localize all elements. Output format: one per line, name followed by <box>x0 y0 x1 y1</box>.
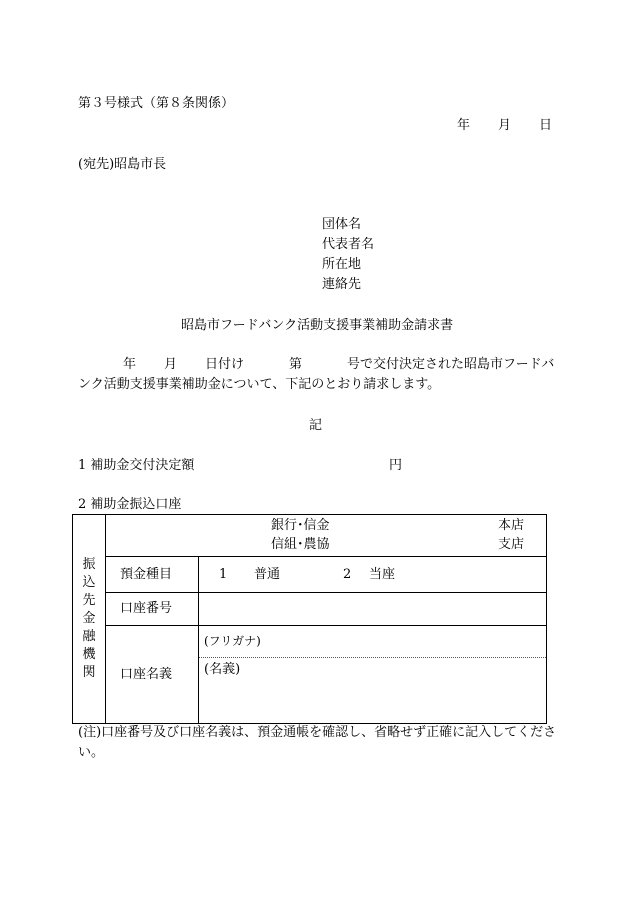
item2-label: 2 補助金振込口座 <box>78 497 182 512</box>
name-label: (名義) <box>204 662 241 677</box>
deposit-opt2: 当座 <box>369 567 396 582</box>
org-name-label: 団体名 <box>322 217 362 232</box>
address-label: 所在地 <box>322 257 362 272</box>
deposit-type-label: 預金種目 <box>106 557 199 593</box>
representative-label: 代表者名 <box>322 237 375 252</box>
body-line2: ンク活動支援事業補助金について、下記のとおり請求します。 <box>78 377 441 392</box>
deposit-opt2-no: 2 <box>343 567 352 582</box>
furigana-label: (フリガナ) <box>204 634 261 648</box>
body-year: 年 <box>123 357 137 372</box>
account-name-cell[interactable] <box>199 626 547 724</box>
deposit-opt1: 普通 <box>254 567 281 582</box>
contact-label: 連絡先 <box>322 277 362 292</box>
note-line1: (注)口座番号及び口座名義は、預金通帳を確認し、省略せず正確に記入してくださ <box>78 725 557 740</box>
item1-label: 1 補助金交付決定額 <box>78 458 195 473</box>
branch-2: 支店 <box>498 537 525 552</box>
bank-type-1: 銀行･信金 <box>271 518 330 533</box>
deposit-type-cell[interactable] <box>199 557 547 593</box>
account-number-cell[interactable] <box>199 593 547 626</box>
body-day-suffix: 日付け <box>205 357 245 372</box>
date-day-label: 日 <box>539 118 553 133</box>
side-label-cell <box>73 515 106 724</box>
account-number-label: 口座番号 <box>106 593 199 626</box>
account-name-label: 口座名義 <box>106 626 199 724</box>
date-year-label: 年 <box>457 118 471 133</box>
item1-unit: 円 <box>389 458 403 473</box>
bank-row[interactable] <box>106 515 547 557</box>
account-table <box>72 514 547 724</box>
side-label: 振込先金融機関 <box>82 557 96 680</box>
body-month: 月 <box>164 357 178 372</box>
note-line2: い。 <box>78 745 105 760</box>
form-number: 第３号様式（第８条関係） <box>78 96 235 111</box>
body-line1-rest: 号で交付決定された昭島市フードバ <box>347 357 555 372</box>
deposit-opt1-no: 1 <box>219 567 228 582</box>
bank-type-2: 信組･農協 <box>271 537 330 552</box>
date-month-label: 月 <box>498 118 512 133</box>
furigana-row[interactable] <box>199 626 546 658</box>
branch-1: 本店 <box>498 518 525 533</box>
ki-heading: 記 <box>309 418 323 433</box>
document-title: 昭島市フードバンク活動支援事業補助金請求書 <box>181 318 454 333</box>
addressee: (宛先)昭島市長 <box>78 157 167 172</box>
body-no-prefix: 第 <box>289 357 303 372</box>
